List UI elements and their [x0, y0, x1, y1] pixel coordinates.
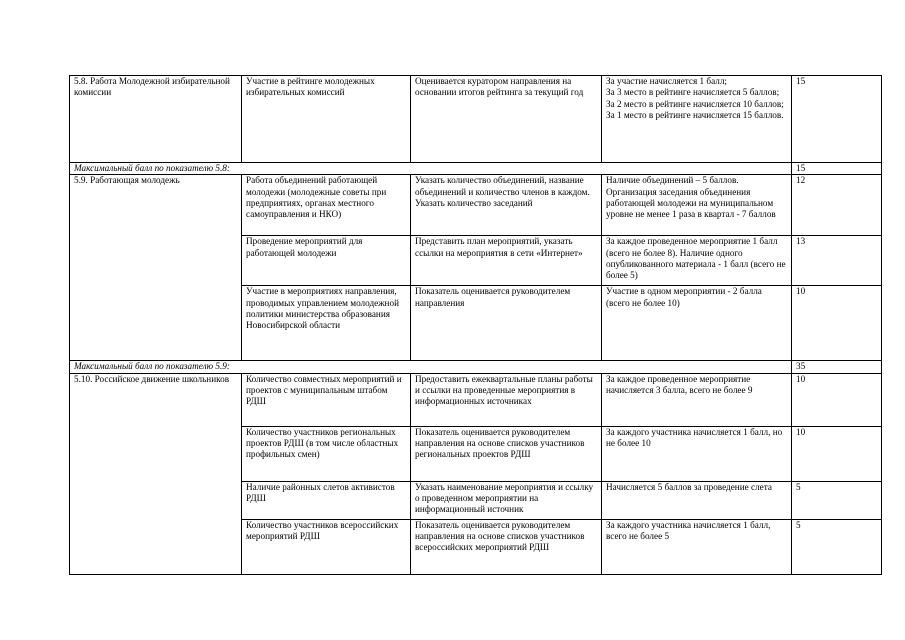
method-cell: Указать количество объединений, название объединений и количество членов в каждом. Указать количество заседаний	[411, 175, 602, 236]
section-cell: 5.9. Работающая молодежь	[70, 175, 242, 361]
score-cell: 15	[792, 76, 882, 163]
method-cell: Указать наименование мероприятия и ссылку о проведенном мероприятии на информационный источник	[411, 481, 602, 519]
max-score-label: Максимальный балл по показателю 5.8:	[70, 163, 792, 175]
indicator-cell: Количество участников региональных проектов РДШ (в том числе областных профильных смен)	[242, 426, 411, 481]
indicator-cell: Количество участников всероссийских мероприятий РДШ	[242, 519, 411, 574]
max-score-value: 15	[792, 163, 882, 175]
method-cell: Показатель оценивается руководителем направления	[411, 286, 602, 361]
score-cell: 13	[792, 236, 882, 286]
indicator-cell: Участие в мероприятиях направления, проводимых управлением молодежной политики министерства образования Новосибирской области	[242, 286, 411, 361]
max-score-value: 35	[792, 361, 882, 373]
max-score-row	[70, 361, 882, 373]
max-score-row	[70, 163, 882, 175]
scoring-cell: За каждого участника начисляется 1 балл, но не более 10	[602, 426, 792, 481]
method-cell: Оценивается куратором направления на основании итогов рейтинга за текущий год	[411, 76, 602, 163]
indicator-cell: Участие в рейтинге молодежных избирательных комиссий	[242, 76, 411, 163]
table-row	[70, 175, 882, 236]
indicator-cell: Наличие районных слетов активистов РДШ	[242, 481, 411, 519]
method-cell: Показатель оценивается руководителем направления на основе списков участников региональных проектов РДШ	[411, 426, 602, 481]
scoring-cell: За участие начисляется 1 балл; За 3 место в рейтинге начисляется 5 баллов; За 2 место в рейтинге начисляется 10 баллов; За 1 место в рейтинге начисляется 15 баллов.	[602, 76, 792, 163]
table-row	[70, 373, 882, 426]
score-cell: 10	[792, 373, 882, 426]
scoring-cell: Участие в одном мероприятии - 2 балла (всего не более 10)	[602, 286, 792, 361]
method-cell: Представить план мероприятий, указать ссылки на мероприятия в сети «Интернет»	[411, 236, 602, 286]
indicator-cell: Работа объединений работающей молодежи (молодежные советы при предприятиях, органах местного самоуправления и НКО)	[242, 175, 411, 236]
score-cell: 12	[792, 175, 882, 236]
score-cell: 10	[792, 286, 882, 361]
method-cell: Предоставить ежеквартальные планы работы и ссылки на проведенные мероприятия в информационных источниках	[411, 373, 602, 426]
section-cell: 5.8. Работа Молодежной избирательной комиссии	[70, 76, 242, 163]
scoring-cell: За каждое проведенное мероприятие начисляется 3 балла, всего не более 9	[602, 373, 792, 426]
indicator-cell: Проведение мероприятий для работающей молодежи	[242, 236, 411, 286]
max-score-label: Максимальный балл по показателю 5.9:	[70, 361, 792, 373]
scoring-cell: За каждое проведенное мероприятие 1 балл (всего не более 8). Наличие одного опубликованного материала - 1 балл (всего не более 5)	[602, 236, 792, 286]
scoring-cell: Наличие объединений – 5 баллов. Организация заседания объединения работающей молодежи на муниципальном уровне не менее 1 раза в квартал - 7 баллов	[602, 175, 792, 236]
section-cell: 5.10. Российское движение школьников	[70, 373, 242, 574]
table-row	[70, 76, 882, 163]
scoring-cell: За каждого участника начисляется 1 балл, всего не более 5	[602, 519, 792, 574]
score-cell: 5	[792, 519, 882, 574]
scoring-cell: Начисляется 5 баллов за проведение слета	[602, 481, 792, 519]
method-cell: Показатель оценивается руководителем направления на основе списков участников всероссийских мероприятий РДШ	[411, 519, 602, 574]
score-cell: 5	[792, 481, 882, 519]
score-cell: 10	[792, 426, 882, 481]
indicator-cell: Количество совместных мероприятий и проектов с муниципальным штабом РДШ	[242, 373, 411, 426]
criteria-table	[69, 75, 882, 575]
